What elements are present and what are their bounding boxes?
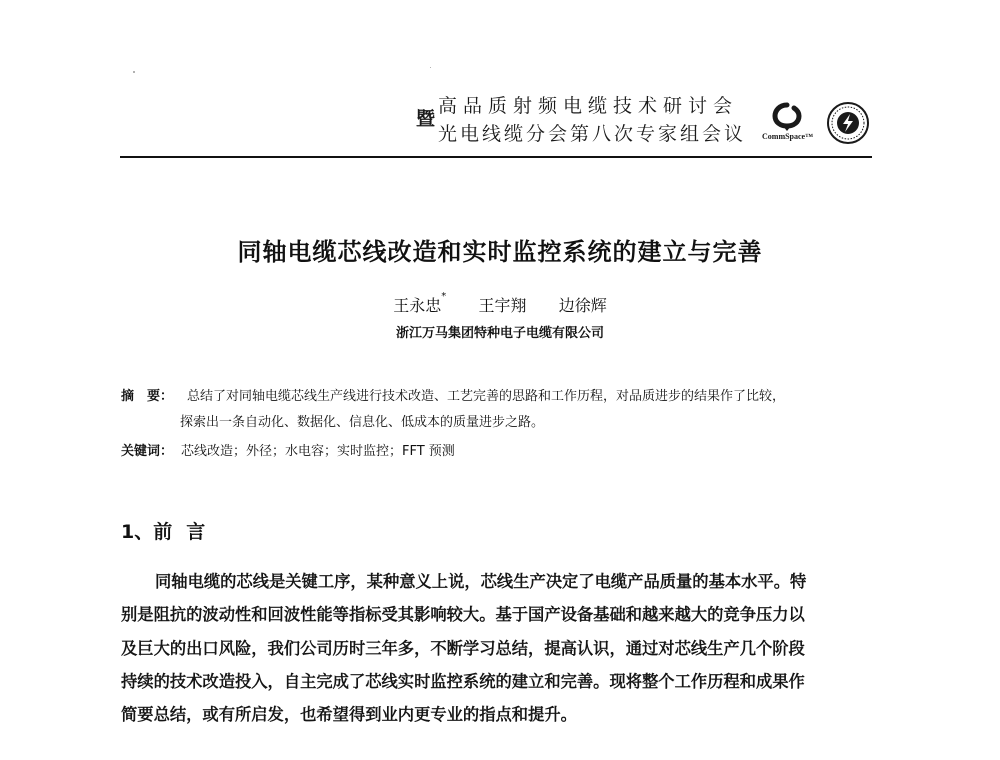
header-conjunction: 暨 [416,108,436,130]
author-affiliation: 浙江万马集团特种电子电缆有限公司 [395,326,604,341]
author-name: 王宇翔 [478,296,527,315]
association-seal-icon [826,101,870,145]
conference-title-line2: 光电线缆分会第八次专家组会议 [438,123,747,145]
paper-title: 同轴电缆芯线改造和实时监控系统的建立与完善 [237,238,763,266]
conference-title-line1: 高品质射频电缆技术研讨会 [438,95,739,117]
keywords-label: 关键词： [121,444,174,459]
body-text-line: 持续的技术改造投入，自主完成了芯线实时监控系统的建立和完善。现将整个工作历程和成果作 [121,672,805,691]
scan-speck [133,71,135,73]
author-list [0,293,1000,316]
author-name: 王永忠 [393,296,442,315]
abstract-label: 摘 要： [121,389,174,404]
corresponding-mark: * [441,291,447,302]
scan-speck [430,67,431,68]
commspace-logo-icon [770,102,804,132]
abstract-text-line: 探索出一条自动化、数据化、信息化、低成本的质量进步之路。 [180,415,545,430]
section-heading [121,517,205,544]
section-title: 言 [186,521,206,543]
body-text-line: 同轴电缆的芯线是关键工序，某种意义上说，芯线生产决定了电缆产品质量的基本水平。特 [155,572,807,591]
body-text-line: 别是阻抗的波动性和回波性能等指标受其影响较大。基于国产设备基础和越来越大的竞争压力以 [121,605,805,624]
keywords-text: 芯线改造；外径；水电容；实时监控；FFT 预测 [181,444,455,459]
body-text-line: 简要总结，或有所启发，也希望得到业内更专业的指点和提升。 [121,705,577,724]
section-number: 1、前 [121,521,173,543]
author-name: 边徐辉 [558,296,607,315]
header-divider [120,156,872,158]
commspace-logo-label: CommSpace™ [762,132,814,141]
body-text-line: 及巨大的出口风险，我们公司历时三年多，不断学习总结，提高认识，通过对芯线生产几个阶段 [121,639,805,658]
abstract-text-line: 总结了对同轴电缆芯线生产线进行技术改造、工艺完善的思路和工作历程，对品质进步的结果作了比较， [187,389,786,404]
